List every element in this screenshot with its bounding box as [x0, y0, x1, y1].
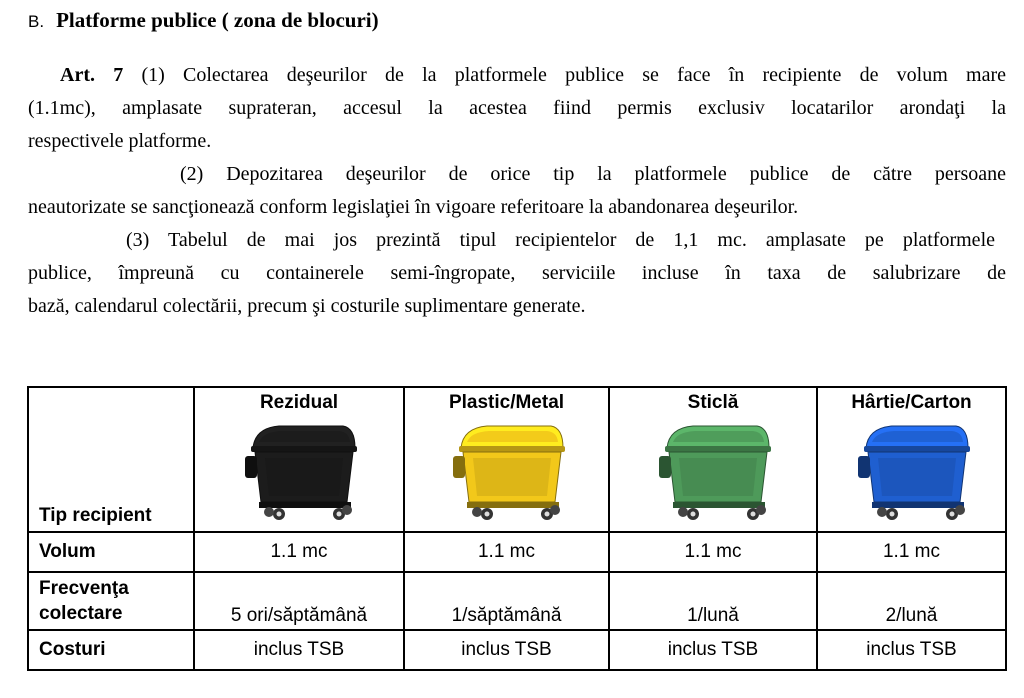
column-header-sticla [609, 387, 817, 532]
column-title: Plastic/Metal [448, 392, 565, 413]
frequency-row [28, 572, 1006, 630]
column-header-plastic-metal [404, 387, 609, 532]
frequency-cell: 5 ori/săptămână [194, 572, 404, 630]
frequency-cell: 2/lună [817, 572, 1006, 630]
paragraph-line-8: bază, calendarul colectării, precum şi costurile suplimentare generate. [28, 295, 586, 317]
type-row-label: Tip recipient [28, 387, 194, 532]
section-title: Platforme publice ( zona de blocuri) [56, 8, 379, 32]
cost-cell: inclus TSB [817, 630, 1006, 670]
column-title: Sticlă [687, 392, 739, 413]
yellow-bin-icon [405, 418, 608, 524]
volume-cell: 1.1 mc [194, 532, 404, 572]
frequency-row-label [28, 572, 194, 630]
article-text-1: (1) Colectarea deşeurilor de la platformele publice se face în recipiente de volum mare [141, 64, 1007, 86]
section-letter: B. [28, 12, 45, 31]
cost-cell: inclus TSB [194, 630, 404, 670]
blue-bin-icon [818, 418, 1005, 524]
volume-cell: 1.1 mc [404, 532, 609, 572]
paragraph-line-1 [28, 64, 1006, 86]
article-label: Art. 7 [60, 64, 124, 86]
column-header-rezidual [194, 387, 404, 532]
paragraph-line-2: (1.1mc), amplasate suprateran, accesul la acestea fiind permis exclusiv locatarilor arondaţi la [28, 97, 1006, 119]
volume-cell: 1.1 mc [817, 532, 1006, 572]
cost-cell: inclus TSB [404, 630, 609, 670]
column-title: Rezidual [259, 392, 339, 413]
volume-row-label: Volum [28, 532, 194, 572]
column-title: Hârtie/Carton [851, 392, 972, 413]
volume-cell: 1.1 mc [609, 532, 817, 572]
costs-row [28, 630, 1006, 670]
green-bin-icon [610, 418, 816, 524]
paragraph-line-6: (3) Tabelul de mai jos prezintă tipul recipientelor de 1,1 mc. amplasate pe platformele [126, 229, 995, 251]
frequency-cell: 1/săptămână [404, 572, 609, 630]
column-header-hartie-carton [817, 387, 1006, 532]
black-bin-icon [195, 418, 403, 524]
paragraph-line-7: publice, împreună cu containerele semi-îngropate, serviciile incluse în taxa de salubrizare de [28, 262, 1006, 284]
paragraph-line-5: neautorizate se sancţionează conform legislaţiei în vigoare referitoare la abandonarea deşeurilor. [28, 196, 799, 218]
volume-row [28, 532, 1006, 572]
bins-table [27, 386, 1007, 671]
frequency-cell: 1/lună [609, 572, 817, 630]
paragraph-line-4: (2) Depozitarea deşeurilor de orice tip la platformele publice de către persoane [180, 163, 1006, 185]
section-heading [28, 8, 379, 33]
cost-cell: inclus TSB [609, 630, 817, 670]
frequency-label-line-2: colectare [39, 603, 123, 624]
type-row [28, 387, 1006, 532]
frequency-label-line-1: Frecvenţa [39, 578, 129, 599]
costs-row-label: Costuri [28, 630, 194, 670]
paragraph-line-3: respectivele platforme. [28, 130, 212, 152]
